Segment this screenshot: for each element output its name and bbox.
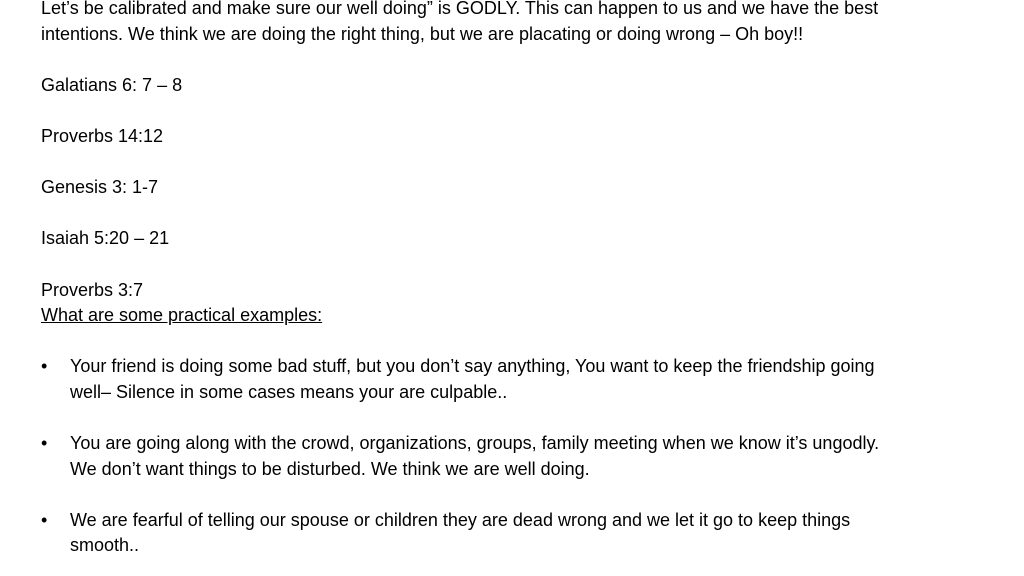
list-item	[41, 431, 981, 482]
intro-line-1: Let’s be calibrated and make sure our well doing” is GODLY. This can happen to us and we have the best	[41, 0, 879, 18]
spacer	[41, 47, 981, 73]
scripture-reference: Proverbs 14:12	[41, 125, 164, 146]
example-line: We don’t want things to be disturbed. We think we are well doing.	[70, 458, 590, 479]
bullet-icon: •	[41, 433, 48, 454]
spacer	[41, 252, 981, 278]
intro-line-2: intentions. We think we are doing the right thing, but we are placating or doing wrong – Oh boy!!	[41, 23, 804, 44]
example-line: We are fearful of telling our spouse or children they are dead wrong and we let it go to keep things	[70, 509, 851, 530]
example-line: You are going along with the crowd, organizations, groups, family meeting when we know it’s ungodly.	[70, 433, 880, 454]
scripture-reference: Genesis 3: 1-7	[41, 177, 159, 198]
spacer	[41, 150, 981, 176]
scripture-reference: Isaiah 5:20 – 21	[41, 228, 170, 249]
example-line: Your friend is doing some bad stuff, but you don’t say anything, You want to keep the friendship going	[70, 356, 875, 377]
spacer	[41, 201, 981, 227]
scripture-reference: Proverbs 3:7	[41, 279, 144, 300]
scripture-reference: Galatians 6: 7 – 8	[41, 74, 183, 95]
spacer	[41, 98, 981, 124]
list-item	[41, 354, 981, 405]
spacer	[41, 329, 981, 355]
list-item	[41, 508, 981, 559]
examples-heading: What are some practical examples:	[41, 305, 323, 326]
example-line: well– Silence in some cases means your are culpable..	[70, 381, 508, 402]
slide-body	[41, 0, 981, 559]
examples-list	[41, 354, 981, 559]
bullet-icon: •	[41, 509, 48, 530]
bullet-icon: •	[41, 356, 48, 377]
example-line: smooth..	[70, 535, 140, 556]
